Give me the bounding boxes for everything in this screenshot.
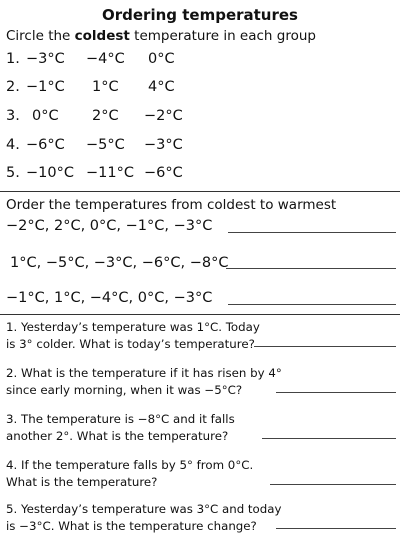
order-row-1: −2°C, 2°C, 0°C, −1°C, −3°C	[6, 218, 213, 234]
answer-line[interactable]	[262, 438, 396, 439]
question-line: is −3°C. What is the temperature change?	[6, 519, 257, 533]
question-4	[6, 457, 253, 491]
question-line: 5. Yesterday’s temperature was 3°C and today	[6, 502, 282, 516]
order-instruction: Order the temperatures from coldest to warmest	[6, 197, 337, 213]
temperature-option[interactable]: 0°C	[32, 108, 59, 124]
temperature-option[interactable]: −1°C	[26, 79, 65, 95]
answer-line[interactable]	[270, 484, 396, 485]
temperature-option[interactable]: 0°C	[148, 51, 175, 67]
section-divider	[0, 191, 400, 192]
temperature-option[interactable]: 2°C	[92, 108, 119, 124]
answer-line[interactable]	[276, 528, 396, 529]
question-2	[6, 365, 282, 399]
order-row-2: 1°C, −5°C, −3°C, −6°C, −8°C	[10, 255, 229, 271]
group-number: 3.	[6, 108, 20, 124]
group-number: 1.	[6, 51, 20, 67]
question-1	[6, 319, 260, 353]
section-divider	[0, 314, 400, 315]
answer-line[interactable]	[276, 392, 396, 393]
instruction-suffix: temperature in each group	[129, 28, 316, 44]
temperature-option[interactable]: −6°C	[26, 137, 65, 153]
question-line: 4. If the temperature falls by 5° from 0°C.	[6, 458, 254, 472]
order-row-3: −1°C, 1°C, −4°C, 0°C, −3°C	[6, 290, 213, 306]
temperature-option[interactable]: −4°C	[86, 51, 125, 67]
group-number: 2.	[6, 79, 20, 95]
instruction-bold: coldest	[74, 28, 130, 44]
temperature-option[interactable]: −3°C	[144, 137, 183, 153]
temperature-option[interactable]: −5°C	[86, 137, 125, 153]
answer-line[interactable]	[228, 304, 396, 305]
question-line: 1. Yesterday’s temperature was 1°C. Today	[6, 320, 260, 334]
question-line: What is the temperature?	[6, 475, 158, 489]
answer-line[interactable]	[228, 232, 396, 233]
question-5	[6, 501, 281, 535]
answer-line[interactable]	[226, 268, 396, 269]
group-number: 4.	[6, 137, 20, 153]
question-line: 3. The temperature is −8°C and it falls	[6, 412, 235, 426]
question-line: 2. What is the temperature if it has risen by 4°	[6, 366, 282, 380]
question-3	[6, 411, 235, 445]
question-line: another 2°. What is the temperature?	[6, 429, 229, 443]
temperature-option[interactable]: −10°C	[26, 165, 74, 181]
temperature-option[interactable]: 4°C	[148, 79, 175, 95]
temperature-option[interactable]: 1°C	[92, 79, 119, 95]
circle-instruction	[6, 28, 316, 44]
temperature-option[interactable]: −6°C	[144, 165, 183, 181]
question-line: is 3° colder. What is today’s temperature?	[6, 337, 255, 351]
temperature-option[interactable]: −11°C	[86, 165, 134, 181]
temperature-option[interactable]: −3°C	[26, 51, 65, 67]
page-title: Ordering temperatures	[102, 6, 298, 24]
temperature-option[interactable]: −2°C	[144, 108, 183, 124]
answer-line[interactable]	[254, 346, 396, 347]
question-line: since early morning, when it was −5°C?	[6, 383, 243, 397]
group-number: 5.	[6, 165, 20, 181]
instruction-prefix: Circle the	[6, 28, 75, 44]
